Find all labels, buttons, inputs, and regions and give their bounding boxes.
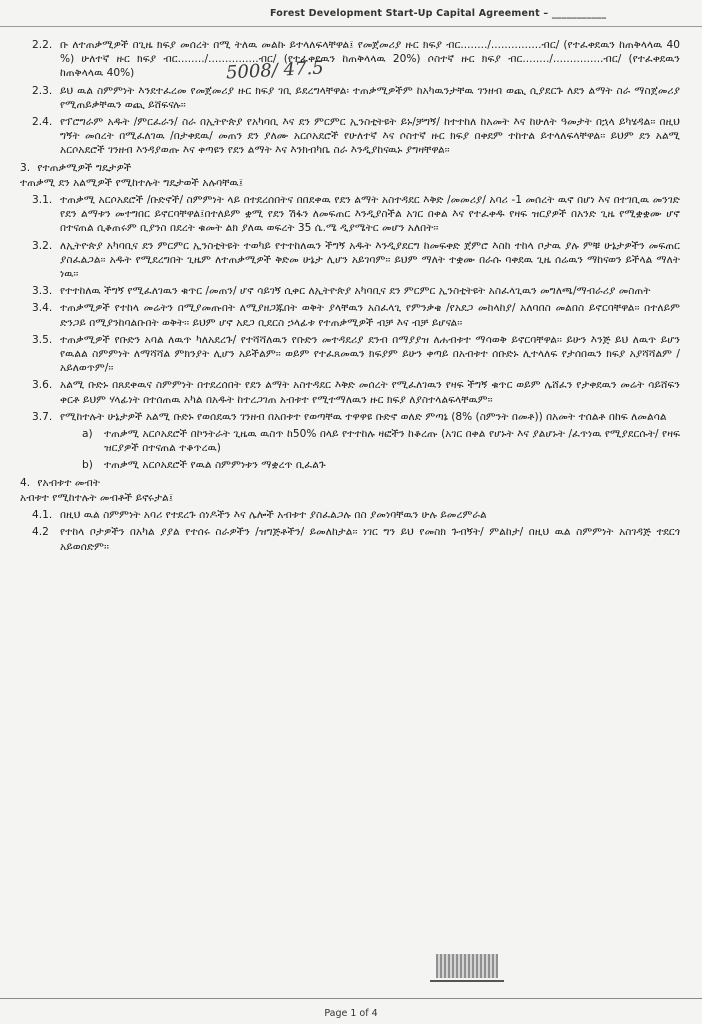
clause-number: 3.4.: [32, 302, 53, 315]
section-3-heading: [20, 161, 680, 175]
clause-text: አልሚ ቡድኑ በጸደቀዉና ስምምነት በተደረሰበት የደን ልማት አስተዳደር እቅድ መሰረት የሚፈለገዉን የዛፍ ችግኝ ቁጥር ወይም ሌሸፈን የታቀደዉን መሬት ሳይሸፍን ቀርቶ ይህም ሃላፊነት በተሰጠዉ አካል በአዱት ከተረጋገጠ አብቱተ የሚተማለዉን ዙር ክፍያ ለያስተላልፍላቸዉም፡፡: [60, 379, 680, 406]
page-header-title: Forest Development Start-Up Capital Agreement – ___________: [270, 8, 607, 19]
clause-text: ተጠቃሚ አርሶአደሮች በኮንትራት ጊዜዉ ዉስጥ ከ50% በላይ የተተከሉ ዛፎችን ከቆረጡ (አገር በቀል የሆኑት እና ያልሆኑት /ፈጥነዉ የሚያደርሱት/ የዛፍ ዝርያዎች በተናጠል ተቆጥረዉ): [104, 428, 680, 455]
header-divider: [0, 26, 702, 27]
clause-text: ተጠቃሚዎች የቡድን አባል ለዉጥ ካለአደረጉ/ የተሻሻለዉን የቡድን መተዳደሪያ ደንብ በማያያዝ ለሐብቱተ ማሳወቅ ይኖርባቸዋል፡፡ ይሁን እንጅ ይህ ለዉጥ ይሆን የዉልል ስምምነት ለማሻሻል ምክንያት ሊሆን አይችልም፡፡ ወይም የተፈጸመዉን ክፍያም ይሁን ቀጣይ በአብቱተ ሰቡድኑ ሊተላለፍ የታሰበዉን ክፍያ አያሻሻልም /አይለወጥም/፡፡: [60, 333, 680, 375]
clause-text: የፕሮግራም አዱት /ምርፈራን/ ስራ በኢትዮጵያ የአካባቢ እና ደን ምርምር ኢንስቲትዩት ይኑ/ቻግኝ/ ከተተከለ ከአመት እና ከሁለት ዓመታት በኋላ ይካሄዳል፡፡ በዚህ ግኝት መሰረት በሚፈለገዉ /በታቀደዉ/ መጠን ደን ያለሙ አርሶአደሮች የሁለተኛ እና ሶስተኛ ዙር ክፍያ በቀደም ተከተል ይተላለፍላቸዋል፡፡ ይህም ደን አልሚ አርሶአደሮች ገንዘብ እንዳያወጡ እና ቀጣዩን የደን ልማት እና እንክብካቤ ስራ እንዲያከናዉኑ ያግዛቸዋል፡፡: [60, 116, 680, 157]
clause-number: 4.2: [32, 526, 49, 539]
clause-text: በዚህ ዉል ስምምነት አባሪ የተደረጉ ሰነዶችን እና ሌሎች አብቱተ ያስፈልጋሉ በስ ያመነባቸዉን ሁሉ ይመረምራል: [60, 509, 487, 522]
clause-text: ይህ ዉል ስምምነት እንደተፈረመ የመጀመሪያ ዙር ክፍያ ገቢ ይደረግላቸዋል፡ ተጠቃሚዎችም ከአካዉንታቸዉ ገንዘብ ወጪ ሲያደርጉ ለደን ልማት ስራ ማስጀመሪያ የሚጠይቃቸዉን ወጪ ይሸፍናሉ፡፡: [60, 84, 680, 111]
clause-number: 2.3.: [32, 84, 53, 97]
clause-3-4: [20, 301, 680, 329]
clause-4-2: [20, 525, 680, 553]
clause-number: 4.1.: [32, 509, 53, 522]
clause-text: ለኢትዮጵያ አካባቢና ደን ምርምር ኢንስቲትዩት ተወካይ የተተከለዉን ችግኝ አዱት እንዲያደርግ ከመፍቀድ ጀምሮ እስከ ተከላ ቦታዉ ያሉ ምቹ ሁኔታዎችን መፍጠር ያስፈልጋል፡፡ አዱት የሚደረግበት ጊዜም ለተጠቃሚዎች ቅድመ ሁኔታ ሊሆን አይገባም፡፡ ይህም ማለት ተቋሙ በራሱ ባቀደዉ ጊዜ ሰሬዉን ማከናወን ይችላል ማለት ነዉ፡፡: [60, 239, 680, 281]
section-4-intro: አብቱተ የሚከተሉት መብቶች ይኖሩታል፤: [20, 491, 174, 504]
clause-number: 2.4.: [32, 116, 53, 129]
clause-text: የሚከተሉት ሁኔታዎች አልሚ ቡድኑ የወሰደዉን ገንዘብ በአበቱተ የወጣቸዉ ተዋዋዩ ቡድኖ ወለድ ምጣኔ (8% (ስምንት በመቶ)) በአመት ተሰልቶ በከፍ ለመልሳል: [60, 410, 667, 423]
footer-divider: [0, 998, 702, 999]
clause-text: የተተከለዉ ችግኝ የሚፈለገዉን ቁጥር /መጠን/ ሆኖ ሳይገኝ ሲቀር ለኢትዮጵያ አካባቢና ደን ምርምር ኢንስቲትዩት አስፈላጊዉን መግለጫ/ማብራሪያ መስጠት: [60, 285, 651, 298]
document-body: [20, 38, 680, 557]
signature-line: [430, 980, 504, 982]
clause-text: ተጠቃሚ አርሶአደሮች የዉል ስምምነቱን ማቋረጥ ቢፈልጉ: [104, 459, 326, 472]
clause-2-3: [20, 84, 680, 112]
clause-number: 3.6.: [32, 379, 53, 392]
handwritten-annotation: 5008/ 47.5: [225, 57, 325, 84]
clause-number: b): [82, 459, 93, 472]
section-title: የተጠቃሚዎች ግዴታዎች: [37, 161, 132, 174]
clause-number: a): [82, 428, 93, 441]
clause-2-4: [20, 115, 680, 158]
clause-number: 3.1.: [32, 194, 53, 207]
clause-number: 3.7.: [32, 410, 53, 423]
clause-text: የተከላ ቦታዎችን በአካል ያያል የተሰሩ ስራዎችን /ዝግጅቶችን/ ይመለከታል፡፡ ነገር ግን ይህ የመስክ ጉብኝት/ ምልከታ/ በዚህ ዉል ስምምነት አስገዳጅ ተደርጎ አይወሰድም፡፡: [60, 526, 680, 553]
section-number: 4.: [20, 476, 31, 489]
section-number: 3.: [20, 161, 31, 174]
section-4-heading: [20, 476, 680, 490]
clause-number: 2.2.: [32, 39, 53, 51]
clause-3-7-a: [20, 427, 680, 455]
clause-4-1: [20, 508, 680, 522]
clause-3-3: [20, 284, 680, 298]
clause-text: ተጠቃሚ አርሶአደሮች /ቡድኖች/ ስምምነት ላይ በተደረሰበትና በበደቀዉ የደን ልማት አስተዳደር እቅድ /መመሪያ/ አባሪ -1 መሰረት ዉኖ በሆነ እና በተገቢዉ መንገድ የደን ልማቱን መተግበር ይኖርባቸዋል፤በተለይም ቋሚ የደን ሽፋን ለመፍጠር እንዲያስችል አገር በቀል እና የተፈቀዱ የዛፍ ዝርያዎች በአንድ ጊዜ የሚቋቋሙ ሆኖ በተናጠል ሲቆጠሩም ቢያንስ በደረት ቁመት ልክ ያለዉ ወፍረት 35 ሴ.ሜ ዲያሜትር መሆን አለበት፡፡: [60, 194, 680, 235]
clause-number: 3.3.: [32, 285, 53, 298]
clause-number: 3.2.: [32, 239, 53, 252]
section-3-intro: ተጠቃሚ ደን አልሚዎች የሚከተሉት ግዴታወች አሉባቸዉ፤: [20, 176, 244, 189]
clause-number: 3.5.: [32, 333, 53, 346]
stamp-mark: [436, 954, 498, 978]
clause-3-2: [20, 239, 680, 282]
clause-2-2: [20, 38, 680, 84]
clause-3-7-b: [20, 458, 680, 472]
clause-3-1: [20, 193, 680, 236]
section-title: የአብቱተ መብት: [37, 476, 100, 489]
clause-3-7: [20, 410, 680, 424]
clause-text: ቡ ለተጠቃሚዎች በጊዜ ክፍያ መሰረት በሚ ትለዉ መልኩ ይተላለፍላቸዋል፤ የመጀመሪያ ዙር ክፍያ ብር......../...............ብር/ (የተፈቀደዉን ከጠቅላላዉ 40 %) ሁለተኛ ዙር ክፍያ ብር......../...............ብር/ (የተፈቀደዉን ከጠቅላላዉ 20%) ሶስተኛ ዙር ክፍያ ብር......../...............ብር/ (የተፈቀደዉን ከጠቅላላዉ 40%): [60, 39, 680, 80]
clause-3-5: [20, 333, 680, 376]
clause-text: ተጠቃሚዎች የተከላ መሬትን በሚያመጡበት ለሚያዘጋጁበት ወቅት ያላቸዉን አስፈላጊ የምንቃቄ /የአደጋ መከላከያ/ አለባበስ መልበስ ይኖርባቸዋል፡፡ በተለይም ድንጋይ በሚያንከባልቡበት ወቅት፡፡ ይህም ሆኖ አደጋ ቢደርስ ኃላፊቱ የተጠቃሚዎች ብቻ እና ብቻ ይሆናል፡፡: [60, 302, 680, 329]
page-number: Page 1 of 4: [324, 1008, 378, 1019]
clause-3-6: [20, 378, 680, 406]
